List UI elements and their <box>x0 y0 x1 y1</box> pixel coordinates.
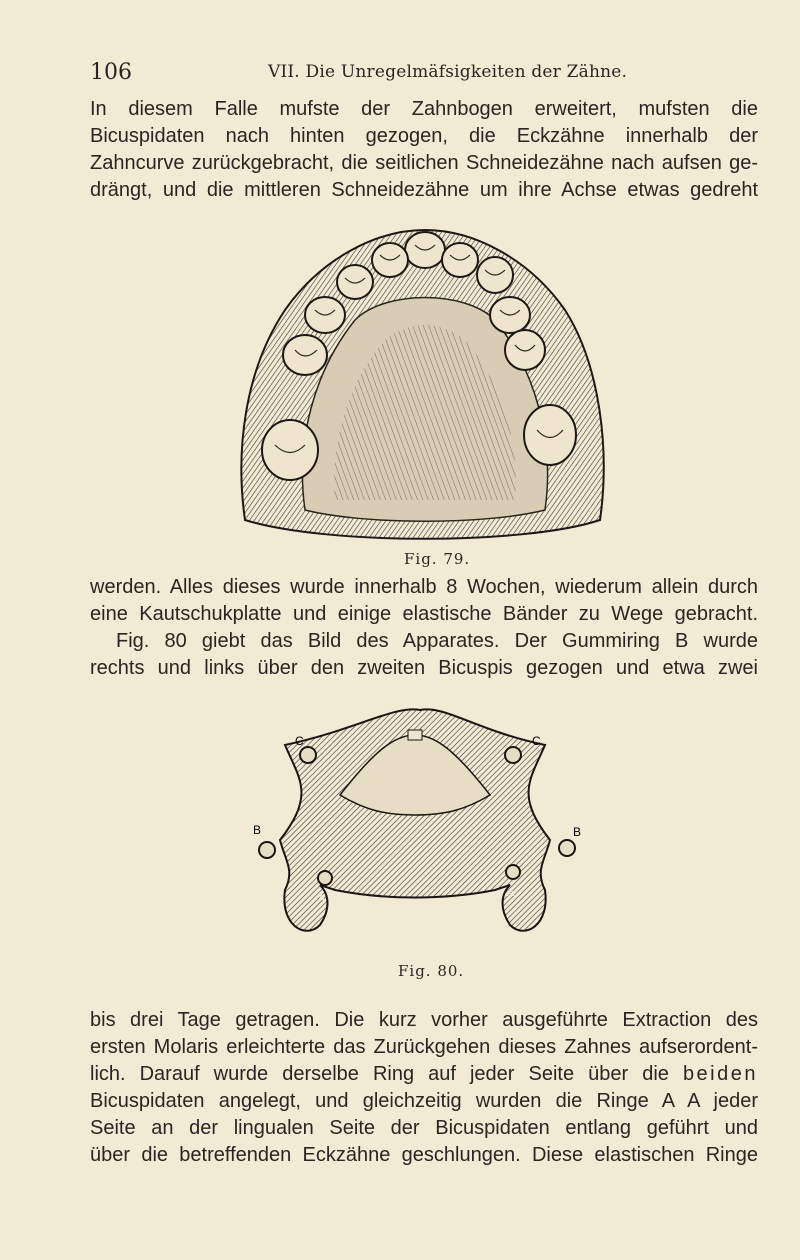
label-a-right: A <box>507 887 515 899</box>
text-line: bis drei Tage getragen. Die kurz vorher ausgeführte Extraction des <box>90 1009 758 1031</box>
text-line <box>90 1061 758 1088</box>
page-header <box>90 60 730 90</box>
text-line: rechts und links über den zweiten Bicuspis gezogen und etwa zwei <box>90 657 758 679</box>
label-b-right: B <box>573 825 582 839</box>
text-line: eine Kautschukplatte und einige elastische Bänder zu Wege gebracht. <box>90 603 758 625</box>
text-line: Bicuspidaten nach hinten gezogen, die Eckzähne innerhalb der <box>90 125 758 147</box>
text-line: drängt, und die mittleren Schneidezähne um ihre Achse etwas gedreht <box>90 179 758 201</box>
figure-80-illustration <box>245 700 585 950</box>
text-line: Bicuspidaten angelegt, und gleichzeitig wurden die Ringe A A jeder <box>90 1090 758 1112</box>
figure-79-illustration <box>225 220 625 545</box>
text-line: über die betreffenden Eckzähne geschlungen. Diese elastischen Ringe <box>90 1144 758 1166</box>
text-line: werden. Alles dieses wurde innerhalb 8 Wochen, wiederum allein durch <box>90 576 758 598</box>
text-line: Zahncurve zurückgebracht, die seitlichen Schneidezähne nach aufsen ge- <box>90 152 758 174</box>
figure-80-caption: Fig. 80. <box>398 962 465 980</box>
running-head: VII. Die Unregelmäfsigkeiten der Zähne. <box>268 62 628 82</box>
label-b-left: B <box>253 823 262 837</box>
text-line: Seite an der lingualen Seite der Bicuspidaten entlang geführt und <box>90 1117 758 1139</box>
figure-79-caption: Fig. 79. <box>404 550 471 568</box>
label-c-right: C <box>532 734 541 748</box>
page-number: 106 <box>90 60 132 85</box>
spaced-word: beiden <box>682 1063 758 1085</box>
paragraph-1 <box>90 96 758 204</box>
label-c-left: C <box>295 734 304 748</box>
paragraph-3 <box>90 1007 758 1169</box>
label-a-left: A <box>318 893 326 905</box>
paragraph-2 <box>90 574 758 682</box>
text-line: Fig. 80 giebt das Bild des Apparates. Der Gummiring B wurde <box>116 630 758 652</box>
text-line: ersten Molaris erleichterte das Zurückgehen dieses Zahnes aufserordent- <box>90 1036 758 1058</box>
text-segment: lich. Darauf wurde derselbe Ring auf jeder Seite über die <box>90 1063 669 1085</box>
text-line: In diesem Falle mufste der Zahnbogen erweitert, mufsten die <box>90 98 758 120</box>
